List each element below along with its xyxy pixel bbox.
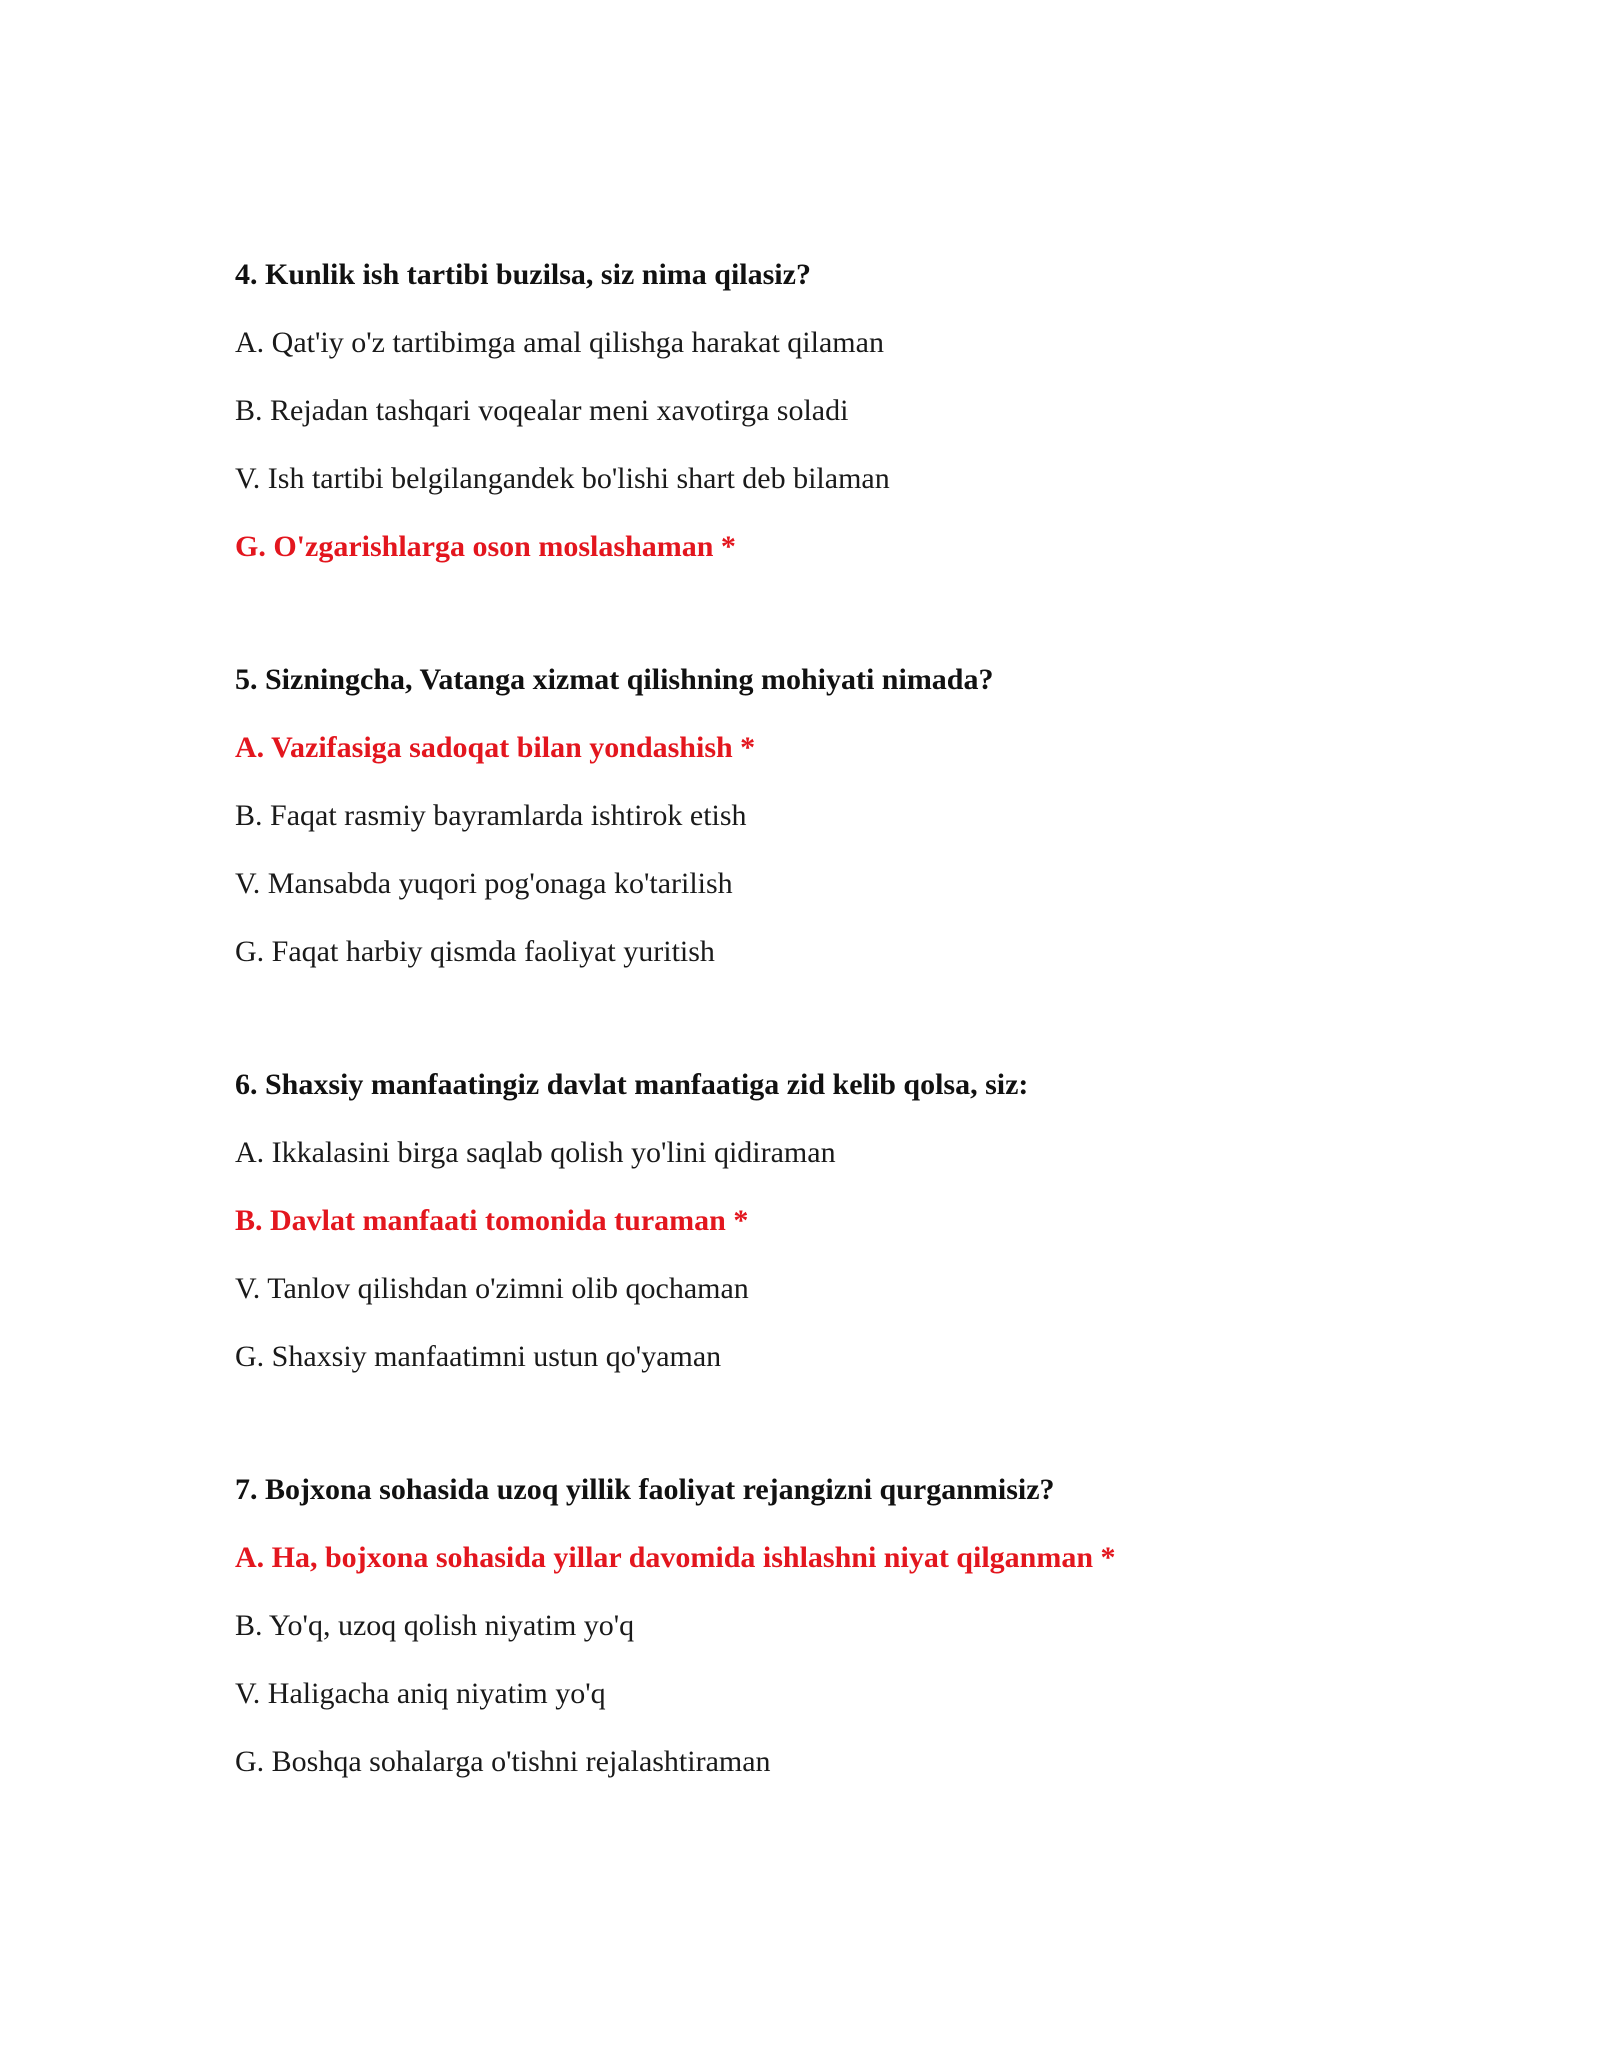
question-title: 4. Kunlik ish tartibi buzilsa, siz nima qilasiz? — [235, 258, 811, 291]
question-title: 7. Bojxona sohasida uzoq yillik faoliyat rejangizni qurganmisiz? — [235, 1473, 1055, 1506]
option-g-correct: G. O'zgarishlarga oson moslashaman * — [235, 530, 736, 563]
option-g: G. Boshqa sohalarga o'tishni rejalashtiraman — [235, 1745, 771, 1778]
question-block-6 — [235, 1068, 1435, 1408]
question-title: 5. Sizningcha, Vatanga xizmat qilishning mohiyati nimada? — [235, 663, 994, 696]
question-title: 6. Shaxsiy manfaatingiz davlat manfaatiga zid kelib qolsa, siz: — [235, 1068, 1029, 1101]
option-b: B. Yo'q, uzoq qolish niyatim yo'q — [235, 1609, 635, 1642]
option-g: G. Faqat harbiy qismda faoliyat yuritish — [235, 935, 715, 968]
option-a-correct: A. Vazifasiga sadoqat bilan yondashish * — [235, 731, 756, 764]
option-b-correct: B. Davlat manfaati tomonida turaman * — [235, 1204, 749, 1237]
option-v: V. Tanlov qilishdan o'zimni olib qochaman — [235, 1272, 749, 1305]
option-g: G. Shaxsiy manfaatimni ustun qo'yaman — [235, 1340, 722, 1373]
option-v: V. Mansabda yuqori pog'onaga ko'tarilish — [235, 867, 733, 900]
option-a: A. Ikkalasini birga saqlab qolish yo'lini qidiraman — [235, 1136, 836, 1169]
option-a: A. Qat'iy o'z tartibimga amal qilishga harakat qilaman — [235, 326, 884, 359]
option-a-correct: A. Ha, bojxona sohasida yillar davomida ishlashni niyat qilganman * — [235, 1541, 1116, 1574]
option-b: B. Faqat rasmiy bayramlarda ishtirok etish — [235, 799, 747, 832]
question-block-5 — [235, 663, 1435, 1003]
question-block-4 — [235, 258, 1435, 598]
option-v: V. Ish tartibi belgilangandek bo'lishi shart deb bilaman — [235, 462, 890, 495]
question-block-7 — [235, 1473, 1435, 1813]
option-b: B. Rejadan tashqari voqealar meni xavotirga soladi — [235, 394, 849, 427]
option-v: V. Haligacha aniq niyatim yo'q — [235, 1677, 606, 1710]
